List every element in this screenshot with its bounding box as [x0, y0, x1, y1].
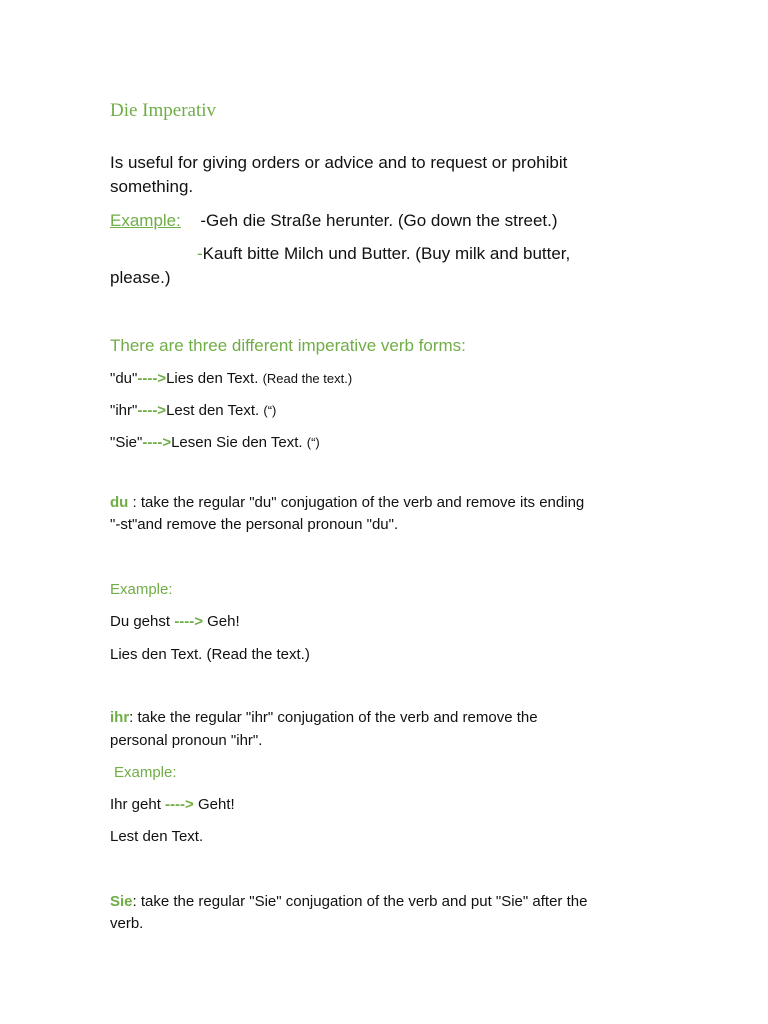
intro-line-2: something.: [110, 177, 194, 196]
du-rule-line-2: "-st"and remove the personal pronoun "du".: [110, 516, 399, 533]
example-label: Example:: [110, 211, 181, 230]
du-keyword: du: [110, 494, 129, 511]
ihr-rule-line-2: personal pronoun "ihr".: [110, 732, 263, 749]
form-example: Lesen Sie den Text.: [171, 434, 303, 451]
arrow-glyph: ---->: [142, 434, 172, 451]
forms-heading: There are three different imperative verb forms:: [110, 336, 466, 355]
ihr-example-verb: Ihr geht: [110, 796, 166, 813]
arrow-glyph: ---->: [174, 613, 203, 630]
form-note: (“): [263, 403, 277, 418]
example-item-1: -Geh die Straße herunter. (Go down the street.): [200, 211, 558, 230]
form-pronoun: "ihr": [110, 402, 138, 419]
form-row-sie: [110, 434, 320, 451]
sie-rule-line-2: verb.: [110, 915, 144, 932]
form-note: (“): [306, 435, 320, 450]
ihr-rule-line-1: [110, 709, 538, 726]
arrow-glyph: ---->: [165, 796, 194, 813]
du-example-result: Geh!: [202, 613, 240, 630]
ihr-example-result: Geht!: [193, 796, 235, 813]
example-1-row-1: [110, 211, 558, 231]
du-example-label: Example:: [110, 581, 173, 598]
arrow-glyph: ---->: [137, 370, 167, 387]
form-pronoun: "du": [110, 370, 138, 387]
sie-rule-line-1: [110, 893, 587, 910]
example-1-row-2: [197, 244, 570, 264]
arrow-glyph: ---->: [137, 402, 167, 419]
example-item-2-continued: please.): [110, 268, 171, 287]
ihr-example-1: [110, 796, 235, 813]
sie-rule-text: : take the regular "Sie" conjugation of the verb and put "Sie" after the: [132, 893, 588, 910]
form-note: (Read the text.): [262, 371, 353, 386]
ihr-example-label: Example:: [114, 764, 177, 781]
du-example-1: [110, 613, 240, 630]
du-example-2: Lies den Text. (Read the text.): [110, 646, 310, 663]
form-pronoun: "Sie": [110, 434, 143, 451]
du-rule-line-1: [110, 494, 584, 511]
form-example: Lest den Text.: [166, 402, 260, 419]
example-item-2-dash: -: [197, 244, 203, 263]
ihr-example-2: Lest den Text.: [110, 828, 204, 845]
page-title: Die Imperativ: [110, 100, 217, 121]
example-item-2: Kauft bitte Milch und Butter. (Buy milk and butter,: [202, 244, 571, 263]
form-row-ihr: [110, 402, 276, 419]
ihr-rule-text: : take the regular "ihr" conjugation of the verb and remove the: [129, 709, 538, 726]
sie-keyword: Sie: [110, 893, 133, 910]
du-rule-text: : take the regular "du" conjugation of the verb and remove its ending: [128, 494, 585, 511]
du-example-verb: Du gehst: [110, 613, 175, 630]
form-row-du: [110, 370, 352, 387]
form-example: Lies den Text.: [166, 370, 259, 387]
intro-line-1: Is useful for giving orders or advice and to request or prohibit: [110, 153, 568, 172]
ihr-keyword: ihr: [110, 709, 130, 726]
